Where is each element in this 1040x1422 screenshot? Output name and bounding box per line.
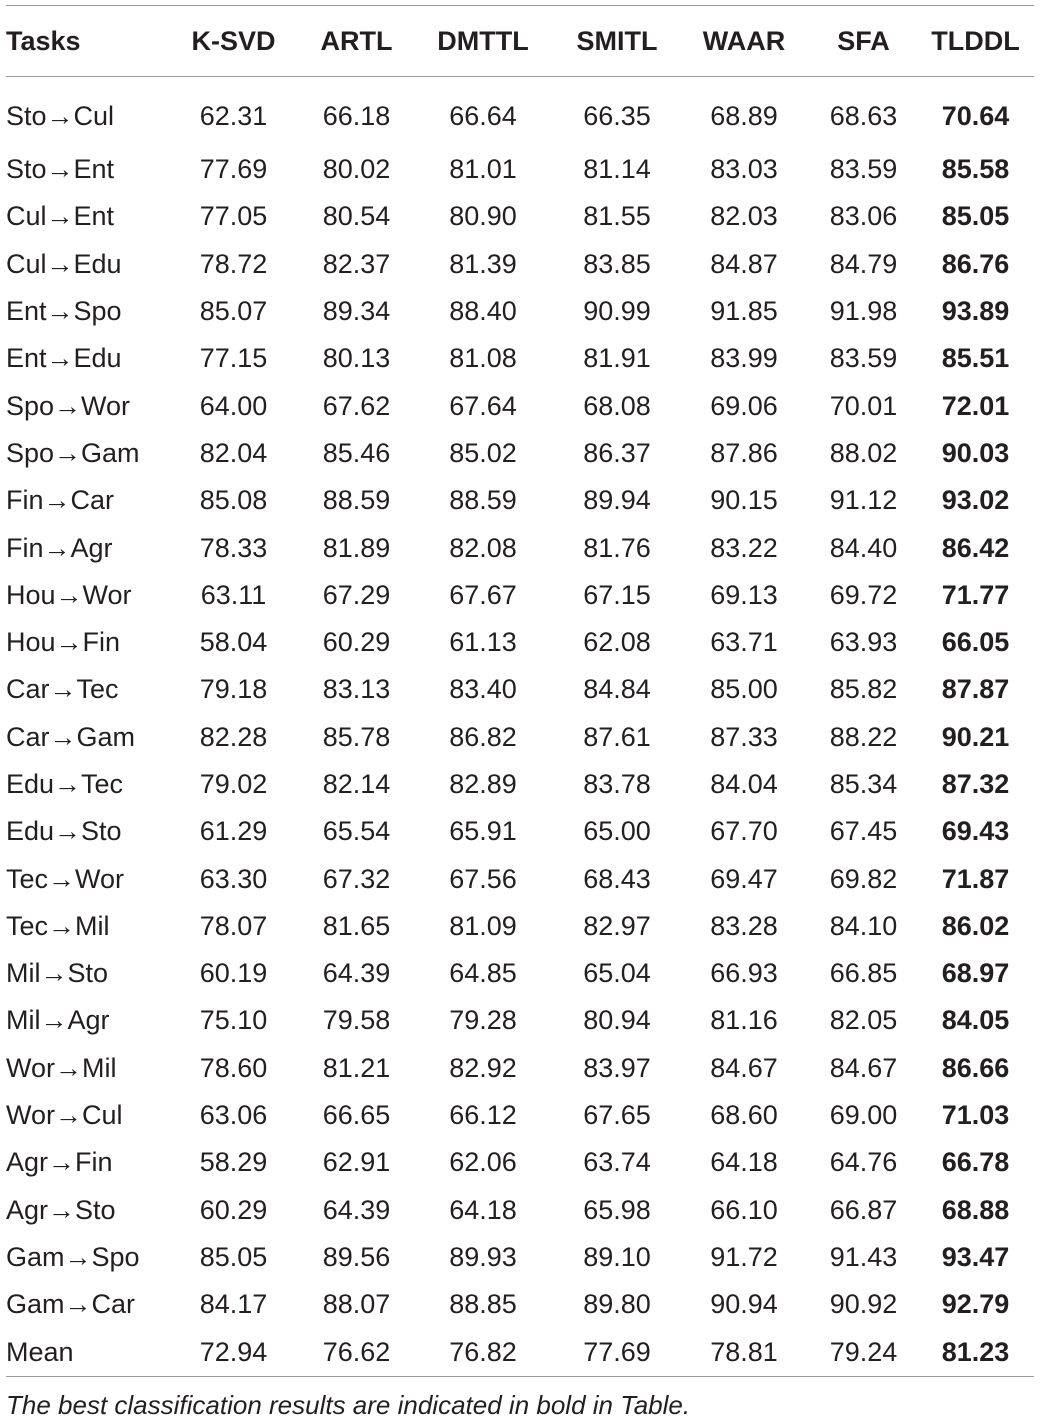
value-cell: 85.05	[199, 1241, 268, 1272]
value-cell: 84.87	[710, 248, 778, 279]
value-cell: 76.82	[449, 1336, 517, 1367]
value-cell: 81.39	[449, 248, 517, 279]
value-cell: 88.59	[449, 485, 517, 516]
mean-row	[6, 1328, 1034, 1375]
task-cell: Hou→Fin	[6, 627, 121, 658]
value-cell: 63.93	[829, 627, 898, 658]
value-cell: 67.15	[583, 579, 651, 610]
best-value-cell: 86.76	[941, 248, 1010, 279]
value-cell: 83.40	[449, 674, 517, 705]
task-cell: Gam→Spo	[6, 1241, 140, 1272]
value-cell: 70.01	[829, 390, 898, 421]
best-value-cell: 86.66	[941, 1052, 1010, 1083]
column-header: TLDDL	[931, 25, 1020, 56]
value-cell: 66.85	[829, 958, 898, 989]
table-row	[6, 1234, 1034, 1281]
best-value-cell: 70.64	[941, 100, 1010, 131]
best-value-cell: 85.51	[941, 343, 1010, 374]
value-cell: 83.78	[583, 769, 651, 799]
value-cell: 62.31	[199, 100, 268, 131]
best-value-cell: 69.43	[941, 816, 1010, 847]
column-header: K-SVD	[191, 25, 276, 56]
table-row	[6, 1139, 1034, 1186]
value-cell: 91.43	[829, 1241, 898, 1272]
table-row	[6, 997, 1034, 1044]
value-cell: 82.14	[322, 769, 391, 799]
best-value-cell: 66.05	[941, 627, 1010, 658]
value-cell: 77.15	[199, 343, 268, 374]
table-row	[6, 335, 1034, 382]
column-header: SMITL	[576, 25, 658, 56]
column-header: WAAR	[702, 25, 786, 56]
value-cell: 84.84	[583, 674, 651, 705]
column-header: ARTL	[320, 25, 393, 56]
value-cell: 78.33	[199, 532, 268, 563]
value-cell: 90.99	[583, 296, 651, 327]
value-cell: 86.37	[583, 437, 651, 468]
task-cell: Spo→Gam	[6, 437, 140, 468]
value-cell: 88.22	[829, 721, 898, 752]
value-cell: 89.93	[449, 1241, 517, 1272]
best-value-cell: 68.97	[941, 958, 1010, 989]
value-cell: 79.58	[322, 1005, 391, 1036]
value-cell: 87.33	[710, 721, 778, 752]
value-cell: 66.64	[449, 100, 517, 131]
value-cell: 81.01	[449, 154, 517, 185]
best-value-cell: 84.05	[941, 1005, 1010, 1036]
value-cell: 64.85	[449, 958, 517, 989]
value-cell: 85.78	[322, 721, 391, 752]
value-cell: 83.06	[829, 201, 898, 232]
table-row	[6, 1187, 1034, 1234]
value-cell: 87.61	[583, 721, 651, 752]
table-row	[6, 761, 1034, 808]
value-cell: 58.04	[199, 627, 268, 658]
value-cell: 81.65	[322, 910, 391, 941]
task-cell: Spo→Wor	[6, 390, 131, 421]
value-cell: 66.65	[322, 1100, 391, 1131]
value-cell: 84.10	[829, 910, 898, 941]
column-header: DMTTL	[437, 25, 529, 56]
value-cell: 90.15	[710, 485, 778, 516]
value-cell: 65.04	[583, 958, 651, 989]
table-footnote: The best classification results are indicated in bold in Table.	[6, 1390, 691, 1420]
best-value-cell: 87.87	[941, 674, 1010, 705]
value-cell: 83.59	[829, 154, 898, 185]
task-cell: Hou→Wor	[6, 579, 132, 610]
header-row	[6, 6, 1034, 76]
value-cell: 68.43	[583, 863, 651, 894]
value-cell: 65.98	[583, 1194, 651, 1225]
best-value-cell: 87.32	[941, 769, 1010, 799]
table-row	[6, 146, 1034, 193]
value-cell: 91.85	[710, 296, 778, 327]
value-cell: 67.70	[710, 816, 778, 847]
value-cell: 82.08	[449, 532, 517, 563]
best-value-cell: 93.47	[941, 1241, 1010, 1272]
value-cell: 89.34	[322, 296, 391, 327]
table-row	[6, 430, 1034, 477]
value-cell: 81.14	[583, 154, 651, 185]
value-cell: 61.29	[199, 816, 268, 847]
value-cell: 82.04	[199, 437, 268, 468]
value-cell: 62.91	[322, 1147, 391, 1178]
value-cell: 83.97	[583, 1052, 651, 1083]
value-cell: 65.91	[449, 816, 517, 847]
value-cell: 82.03	[710, 201, 778, 232]
best-value-cell: 71.77	[941, 579, 1010, 610]
value-cell: 69.47	[710, 863, 778, 894]
value-cell: 66.87	[829, 1194, 898, 1225]
value-cell: 89.94	[583, 485, 651, 516]
bottom-rule	[6, 1376, 1034, 1377]
results-table-container	[6, 5, 1034, 1377]
best-value-cell: 71.87	[941, 863, 1010, 894]
table-row	[6, 1092, 1034, 1139]
value-cell: 82.37	[322, 248, 391, 279]
value-cell: 77.05	[199, 201, 268, 232]
task-cell: Fin→Car	[6, 485, 115, 516]
best-value-cell: 86.42	[941, 532, 1010, 563]
value-cell: 84.17	[199, 1289, 268, 1320]
table-row	[6, 855, 1034, 902]
value-cell: 80.90	[449, 201, 517, 232]
value-cell: 77.69	[199, 154, 268, 185]
value-cell: 67.56	[449, 863, 517, 894]
value-cell: 82.89	[449, 769, 517, 799]
table-body	[6, 76, 1034, 1376]
best-value-cell: 68.88	[941, 1194, 1010, 1225]
value-cell: 60.19	[199, 958, 268, 989]
value-cell: 82.05	[829, 1005, 898, 1036]
best-value-cell: 81.23	[941, 1336, 1010, 1367]
value-cell: 60.29	[199, 1194, 268, 1225]
value-cell: 63.74	[583, 1147, 651, 1178]
task-cell: Mean	[6, 1336, 74, 1367]
value-cell: 78.07	[199, 910, 268, 941]
value-cell: 84.04	[710, 769, 778, 799]
value-cell: 88.85	[449, 1289, 517, 1320]
table-row	[6, 382, 1034, 429]
value-cell: 58.29	[199, 1147, 268, 1178]
value-cell: 65.00	[583, 816, 651, 847]
value-cell: 78.72	[199, 248, 268, 279]
value-cell: 89.80	[583, 1289, 651, 1320]
table-row	[6, 241, 1034, 288]
value-cell: 89.10	[583, 1241, 651, 1272]
best-value-cell: 71.03	[941, 1100, 1010, 1131]
value-cell: 85.08	[199, 485, 268, 516]
value-cell: 69.13	[710, 579, 778, 610]
value-cell: 62.06	[449, 1147, 517, 1178]
value-cell: 83.85	[583, 248, 651, 279]
table-row	[6, 288, 1034, 335]
best-value-cell: 93.02	[941, 485, 1010, 516]
value-cell: 81.76	[583, 532, 651, 563]
value-cell: 82.97	[583, 910, 651, 941]
value-cell: 90.94	[710, 1289, 778, 1320]
value-cell: 84.67	[829, 1052, 898, 1083]
table-row	[6, 524, 1034, 571]
value-cell: 67.29	[322, 579, 391, 610]
value-cell: 84.67	[710, 1052, 778, 1083]
value-cell: 83.13	[322, 674, 391, 705]
value-cell: 65.54	[322, 816, 391, 847]
value-cell: 84.79	[829, 248, 898, 279]
task-cell: Tec→Wor	[6, 863, 125, 894]
best-value-cell: 90.03	[941, 437, 1010, 468]
value-cell: 85.07	[199, 296, 268, 327]
value-cell: 81.21	[322, 1052, 391, 1083]
value-cell: 80.02	[322, 154, 391, 185]
value-cell: 67.64	[449, 390, 517, 421]
value-cell: 80.13	[322, 343, 391, 374]
value-cell: 85.46	[322, 437, 391, 468]
task-cell: Edu→Sto	[6, 816, 122, 847]
value-cell: 68.63	[829, 100, 898, 131]
table-row	[6, 1281, 1034, 1328]
value-cell: 85.82	[829, 674, 898, 705]
value-cell: 64.76	[829, 1147, 898, 1178]
table-header	[6, 6, 1034, 76]
value-cell: 83.28	[710, 910, 778, 941]
task-cell: Ent→Spo	[6, 296, 122, 327]
best-value-cell: 92.79	[941, 1289, 1010, 1320]
value-cell: 85.34	[829, 769, 898, 799]
value-cell: 83.03	[710, 154, 778, 185]
table-row	[6, 619, 1034, 666]
table-row	[6, 903, 1034, 950]
value-cell: 66.10	[710, 1194, 778, 1225]
value-cell: 81.55	[583, 201, 651, 232]
task-cell: Car→Tec	[6, 674, 119, 705]
best-value-cell: 90.21	[941, 721, 1010, 752]
value-cell: 83.22	[710, 532, 778, 563]
value-cell: 79.28	[449, 1005, 517, 1036]
task-cell: Agr→Sto	[6, 1194, 116, 1225]
best-value-cell: 85.05	[941, 201, 1010, 232]
table-row	[6, 477, 1034, 524]
value-cell: 67.65	[583, 1100, 651, 1131]
value-cell: 63.11	[200, 579, 267, 610]
value-cell: 79.02	[199, 769, 268, 799]
value-cell: 79.24	[829, 1336, 898, 1367]
value-cell: 81.08	[449, 343, 517, 374]
value-cell: 75.10	[199, 1005, 268, 1036]
value-cell: 86.82	[449, 721, 517, 752]
task-cell: Agr→Fin	[6, 1147, 113, 1178]
table-row	[6, 666, 1034, 713]
value-cell: 67.32	[322, 863, 391, 894]
value-cell: 69.72	[829, 579, 898, 610]
value-cell: 67.45	[829, 816, 898, 847]
value-cell: 67.62	[322, 390, 391, 421]
header-rule	[6, 76, 1034, 77]
column-header: Tasks	[6, 25, 81, 56]
task-cell: Gam→Car	[6, 1289, 136, 1320]
value-cell: 64.00	[199, 390, 268, 421]
value-cell: 80.54	[322, 201, 391, 232]
value-cell: 76.62	[322, 1336, 391, 1367]
value-cell: 63.30	[199, 863, 268, 894]
best-value-cell: 85.58	[941, 154, 1010, 185]
value-cell: 69.82	[829, 863, 898, 894]
value-cell: 68.08	[583, 390, 651, 421]
value-cell: 69.06	[710, 390, 778, 421]
table-row	[6, 714, 1034, 761]
task-cell: Wor→Mil	[6, 1052, 117, 1083]
value-cell: 85.00	[710, 674, 778, 705]
value-cell: 88.02	[829, 437, 898, 468]
task-cell: Sto→Cul	[6, 100, 115, 131]
task-cell: Sto→Ent	[6, 154, 115, 185]
value-cell: 90.92	[829, 1289, 898, 1320]
task-cell: Tec→Mil	[6, 910, 110, 941]
task-cell: Edu→Tec	[6, 769, 124, 799]
value-cell: 89.56	[322, 1241, 391, 1272]
best-value-cell: 72.01	[941, 390, 1010, 421]
value-cell: 84.40	[829, 532, 898, 563]
value-cell: 91.98	[829, 296, 898, 327]
value-cell: 85.02	[449, 437, 517, 468]
value-cell: 64.18	[710, 1147, 778, 1178]
table-row	[6, 193, 1034, 240]
value-cell: 66.18	[322, 100, 391, 131]
value-cell: 60.29	[322, 627, 391, 658]
best-value-cell: 66.78	[941, 1147, 1010, 1178]
results-table	[6, 6, 1034, 1376]
value-cell: 72.94	[199, 1336, 268, 1367]
value-cell: 63.71	[710, 627, 778, 658]
value-cell: 88.59	[322, 485, 391, 516]
value-cell: 64.39	[322, 1194, 391, 1225]
task-cell: Car→Gam	[6, 721, 136, 752]
task-cell: Cul→Ent	[6, 201, 115, 232]
value-cell: 79.18	[199, 674, 268, 705]
value-cell: 82.28	[199, 721, 268, 752]
value-cell: 67.67	[449, 579, 517, 610]
value-cell: 61.13	[449, 627, 517, 658]
table-row	[6, 572, 1034, 619]
task-cell: Ent→Edu	[6, 343, 122, 374]
task-cell: Wor→Cul	[6, 1100, 123, 1131]
table-row	[6, 1045, 1034, 1092]
task-cell: Fin→Agr	[6, 532, 113, 563]
value-cell: 83.59	[829, 343, 898, 374]
value-cell: 91.72	[710, 1241, 778, 1272]
value-cell: 63.06	[199, 1100, 268, 1131]
value-cell: 62.08	[583, 627, 651, 658]
value-cell: 81.09	[449, 910, 517, 941]
value-cell: 88.07	[322, 1289, 391, 1320]
value-cell: 81.16	[710, 1005, 778, 1036]
column-header: SFA	[837, 25, 890, 56]
value-cell: 68.60	[710, 1100, 778, 1131]
value-cell: 78.60	[199, 1052, 268, 1083]
value-cell: 77.69	[583, 1336, 651, 1367]
value-cell: 64.18	[449, 1194, 517, 1225]
value-cell: 87.86	[710, 437, 778, 468]
value-cell: 66.12	[449, 1100, 517, 1131]
value-cell: 68.89	[710, 100, 778, 131]
value-cell: 83.99	[710, 343, 778, 374]
best-value-cell: 86.02	[941, 910, 1010, 941]
value-cell: 91.12	[829, 485, 898, 516]
value-cell: 82.92	[449, 1052, 517, 1083]
value-cell: 69.00	[829, 1100, 898, 1131]
table-row	[6, 76, 1034, 146]
task-cell: Mil→Agr	[6, 1005, 110, 1036]
value-cell: 66.93	[710, 958, 778, 989]
value-cell: 81.91	[583, 343, 651, 374]
value-cell: 64.39	[322, 958, 391, 989]
table-row	[6, 950, 1034, 997]
value-cell: 66.35	[583, 100, 651, 131]
task-cell: Mil→Sto	[6, 958, 109, 989]
value-cell: 81.89	[322, 532, 391, 563]
task-cell: Cul→Edu	[6, 248, 122, 279]
value-cell: 80.94	[583, 1005, 651, 1036]
value-cell: 88.40	[449, 296, 517, 327]
table-row	[6, 808, 1034, 855]
value-cell: 78.81	[710, 1336, 778, 1367]
best-value-cell: 93.89	[941, 296, 1010, 327]
